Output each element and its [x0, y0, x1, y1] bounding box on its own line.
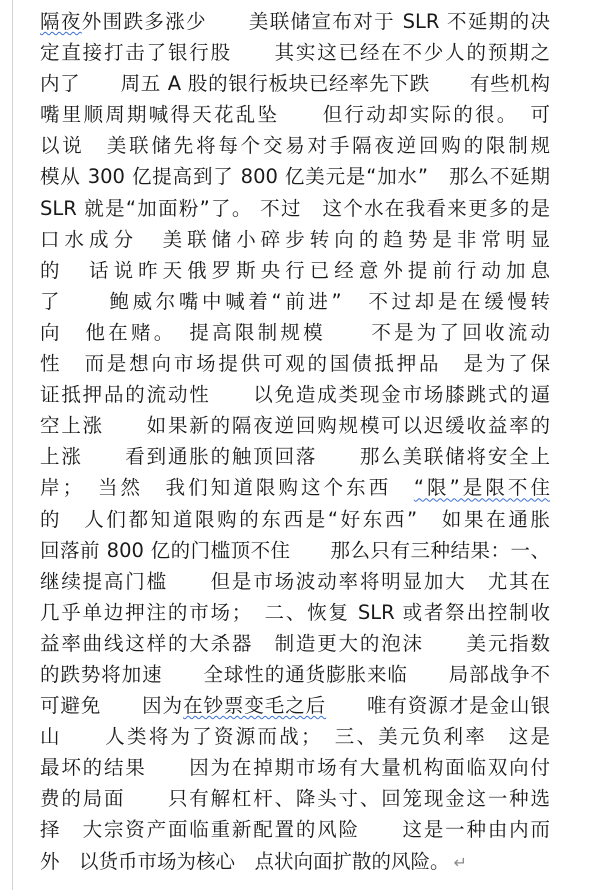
text-segment: 空上涨 如果新的隔夜逆回购规模可以迟缓收益率的 — [40, 414, 550, 438]
text-line — [40, 379, 550, 410]
text-line — [40, 37, 550, 68]
paragraph-mark-icon: ↵ — [453, 852, 467, 872]
text-line — [40, 6, 550, 37]
text-segment: 的跌势将加速 全球性的通货膨胀来临 局部战争不 — [40, 662, 550, 686]
text-line — [40, 535, 550, 566]
text-segment: 的 话说昨天俄罗斯央行已经意外提前行动加息 — [40, 258, 550, 282]
text-segment: 了 鲍威尔嘴中喊着“前进” 不过却是在缓慢转 — [40, 289, 550, 313]
text-line — [40, 472, 550, 503]
text-segment: 岸； 当然 我们知道限购这个东西 — [40, 476, 414, 500]
text-segment: 定直接打击了银行股 其实这已经在不少人的预期之 — [40, 41, 550, 65]
text-segment: 最坏的结果 因为在掉期市场有大量机构面临双向付 — [40, 756, 550, 780]
text-line — [40, 659, 550, 690]
text-line — [40, 441, 550, 472]
document-body[interactable] — [40, 6, 550, 877]
text-line — [40, 286, 550, 317]
text-segment: 内了 周五 A 股的银行板块已经率先下跌 有些机构 — [40, 72, 550, 96]
text-segment: 的 人们都知道限购的东西是“好东西” 如果在通胀 — [40, 507, 550, 531]
text-segment: 几乎单边押注的市场； 二、恢复 SLR 或者祭出控制收 — [40, 600, 550, 624]
text-segment: 山 人类将为了资源而战； 三、美元负利率 这是 — [40, 725, 550, 749]
grammar-flag: “限”是限不住 — [413, 476, 550, 500]
margin-guide — [12, 0, 13, 890]
text-line — [40, 68, 550, 99]
text-line — [40, 690, 550, 721]
grammar-flag: 在钞票变毛之后 — [183, 694, 327, 718]
text-line — [40, 783, 550, 814]
text-segment: 唯有资源才是金山银 — [326, 694, 550, 718]
text-line — [40, 504, 550, 535]
text-segment: 口水成分 美联储小碎步转向的趋势是非常明显 — [40, 227, 550, 251]
text-line — [40, 348, 550, 379]
text-segment: 外 以货币市场为核心 点状向面扩散的风险。 — [40, 849, 450, 873]
text-line — [40, 161, 550, 192]
text-segment: 证抵押品的流动性 以免造成类现金市场膝跳式的逼 — [40, 383, 550, 407]
text-segment: 费的局面 只有解杠杆、降头寸、回笼现金这一种选 — [40, 787, 550, 811]
text-line — [40, 255, 550, 286]
text-line — [40, 721, 550, 752]
text-line — [40, 99, 550, 130]
text-line — [40, 193, 550, 224]
text-line — [40, 597, 550, 628]
text-segment: 以说 美联储先将每个交易对手隔夜逆回购的限制规 — [40, 134, 550, 158]
text-line — [40, 566, 550, 597]
grammar-flag: 隔夜 — [40, 10, 82, 33]
text-line — [40, 224, 550, 255]
text-segment: 可避免 因为 — [40, 694, 184, 718]
text-segment: 性 而是想向市场提供可观的国债抵押品 是为了保 — [40, 352, 550, 376]
text-line — [40, 410, 550, 441]
text-segment: 益率曲线这样的大杀器 制造更大的泡沫 美元指数 — [40, 631, 550, 655]
text-line — [40, 752, 550, 783]
text-segment: 模从 300 亿提高到了 800 亿美元是“加水” 那么不延期 — [40, 165, 550, 189]
text-segment: SLR 就是“加面粉”了。 不过 这个水在我看来更多的是 — [40, 196, 550, 220]
text-line — [40, 814, 550, 845]
text-segment: 上涨 看到通胀的触顶回落 那么美联储将安全上 — [40, 445, 550, 469]
text-segment: 外围跌多涨少 美联储宣布对于 SLR 不延期的决 — [81, 10, 550, 33]
text-segment: 向 他在赌。 提高限制规模 不是为了回收流动 — [40, 320, 550, 344]
text-segment: 嘴里顺周期喊得天花乱坠 但行动却实际的很。 可 — [40, 103, 550, 127]
text-line — [40, 846, 550, 877]
text-line — [40, 130, 550, 161]
text-line — [40, 628, 550, 659]
text-segment: 择 大宗资产面临重新配置的风险 这是一种由内而 — [40, 818, 550, 842]
text-line — [40, 317, 550, 348]
text-segment: 回落前 800 亿的门槛顶不住 那么只有三种结果：一、 — [40, 538, 550, 562]
text-segment: 继续提高门槛 但是市场波动率将明显加大 尤其在 — [40, 569, 550, 593]
